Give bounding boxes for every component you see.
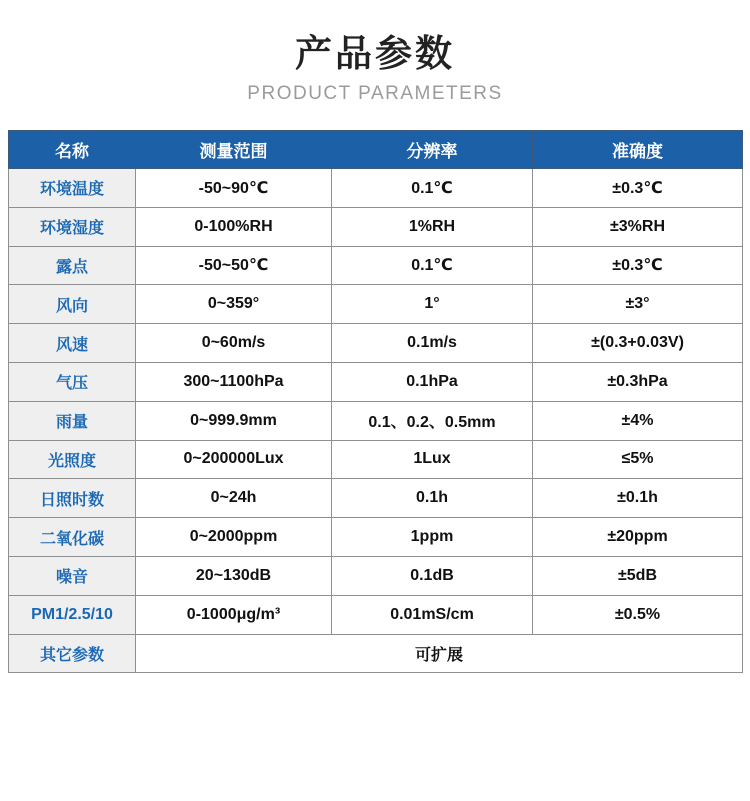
accuracy-cell: ±0.3℃ xyxy=(533,246,743,285)
resolution-cell: 1%RH xyxy=(332,207,533,246)
resolution-cell: 0.01mS/cm xyxy=(332,595,533,634)
param-name-cell: 气压 xyxy=(9,362,136,401)
accuracy-cell: ±5dB xyxy=(533,556,743,595)
table-row xyxy=(9,207,743,246)
range-cell: 0-100%RH xyxy=(136,207,332,246)
column-header-accuracy: 准确度 xyxy=(533,131,743,169)
accuracy-cell: ±(0.3+0.03V) xyxy=(533,324,743,363)
resolution-cell: 1ppm xyxy=(332,518,533,557)
param-name-cell: 二氧化碳 xyxy=(9,518,136,557)
table-body xyxy=(9,169,743,673)
param-name-cell: 日照时数 xyxy=(9,479,136,518)
range-cell: 0~999.9mm xyxy=(136,401,332,440)
table-header xyxy=(9,131,743,169)
param-name-cell: 环境温度 xyxy=(9,169,136,208)
param-name-cell: PM1/2.5/10 xyxy=(9,595,136,634)
range-cell: -50~90℃ xyxy=(136,169,332,208)
page-title: 产品参数 xyxy=(295,33,455,74)
expandable-cell: 可扩展 xyxy=(136,634,743,673)
table-row xyxy=(9,169,743,208)
table-row xyxy=(9,440,743,479)
resolution-cell: 0.1、0.2、0.5mm xyxy=(332,401,533,440)
accuracy-cell: ±3° xyxy=(533,285,743,324)
table-row xyxy=(9,595,743,634)
range-cell: 0~24h xyxy=(136,479,332,518)
range-cell: 0~2000ppm xyxy=(136,518,332,557)
range-cell: 0-1000μg/m³ xyxy=(136,595,332,634)
param-name-cell: 其它参数 xyxy=(9,634,136,673)
table-row-other-params xyxy=(9,634,743,673)
table-row xyxy=(9,518,743,557)
param-name-cell: 环境湿度 xyxy=(9,207,136,246)
range-cell: 0~60m/s xyxy=(136,324,332,363)
range-cell: 20~130dB xyxy=(136,556,332,595)
table-row xyxy=(9,556,743,595)
range-cell: 0~200000Lux xyxy=(136,440,332,479)
resolution-cell: 0.1hPa xyxy=(332,362,533,401)
title-block xyxy=(0,30,750,107)
accuracy-cell: ±0.5% xyxy=(533,595,743,634)
header-row xyxy=(9,131,743,169)
accuracy-cell: ±20ppm xyxy=(533,518,743,557)
range-cell: 0~359° xyxy=(136,285,332,324)
param-name-cell: 露点 xyxy=(9,246,136,285)
table-row xyxy=(9,401,743,440)
column-header-range: 测量范围 xyxy=(136,131,332,169)
param-name-cell: 风速 xyxy=(9,324,136,363)
table-row xyxy=(9,479,743,518)
resolution-cell: 0.1h xyxy=(332,479,533,518)
range-cell: 300~1100hPa xyxy=(136,362,332,401)
accuracy-cell: ±4% xyxy=(533,401,743,440)
column-header-resolution: 分辨率 xyxy=(332,131,533,169)
accuracy-cell: ±0.3℃ xyxy=(533,169,743,208)
table-row xyxy=(9,324,743,363)
table-row xyxy=(9,285,743,324)
param-name-cell: 风向 xyxy=(9,285,136,324)
table-row xyxy=(9,246,743,285)
range-cell: -50~50℃ xyxy=(136,246,332,285)
resolution-cell: 1Lux xyxy=(332,440,533,479)
param-name-cell: 噪音 xyxy=(9,556,136,595)
accuracy-cell: ±3%RH xyxy=(533,207,743,246)
column-header-name: 名称 xyxy=(9,131,136,169)
accuracy-cell: ±0.1h xyxy=(533,479,743,518)
resolution-cell: 0.1m/s xyxy=(332,324,533,363)
resolution-cell: 0.1℃ xyxy=(332,169,533,208)
param-name-cell: 光照度 xyxy=(9,440,136,479)
resolution-cell: 1° xyxy=(332,285,533,324)
resolution-cell: 0.1℃ xyxy=(332,246,533,285)
resolution-cell: 0.1dB xyxy=(332,556,533,595)
parameters-table xyxy=(8,130,743,673)
table-row xyxy=(9,362,743,401)
accuracy-cell: ±0.3hPa xyxy=(533,362,743,401)
page-subtitle: PRODUCT PARAMETERS xyxy=(247,83,503,104)
param-name-cell: 雨量 xyxy=(9,401,136,440)
accuracy-cell: ≤5% xyxy=(533,440,743,479)
